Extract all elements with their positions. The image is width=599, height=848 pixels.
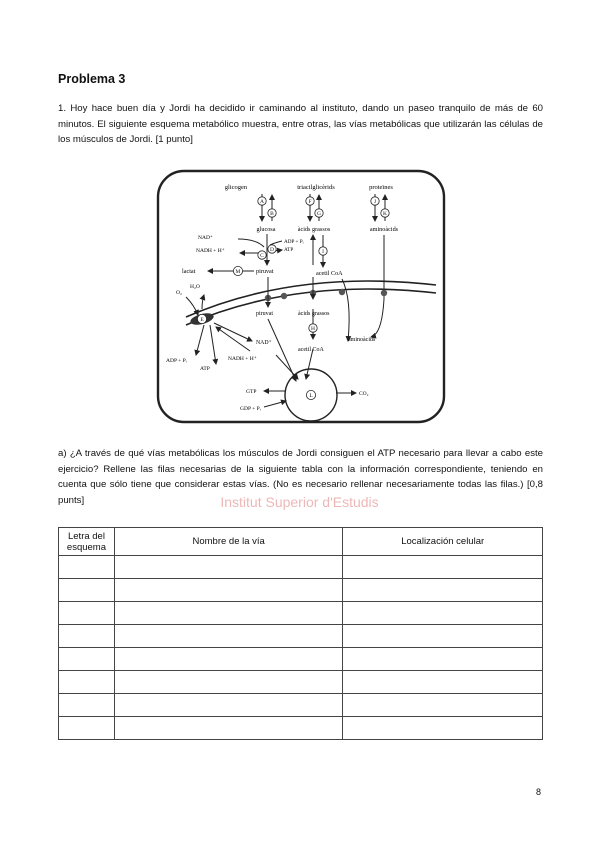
label-piruvat-mito: piruvat [256, 311, 273, 317]
cell-localizacion[interactable] [343, 556, 543, 579]
table-row [59, 602, 543, 625]
letter-H: H [311, 326, 315, 332]
table-row [59, 694, 543, 717]
cell-localizacion[interactable] [343, 671, 543, 694]
letter-L: L [309, 393, 313, 399]
watermark: Institut Superior d'Estudis [220, 494, 379, 510]
letter-M: M [235, 269, 241, 275]
cell-nombre[interactable] [114, 648, 342, 671]
cell-nombre[interactable] [114, 625, 342, 648]
cell-localizacion[interactable] [343, 625, 543, 648]
letter-C: C [260, 253, 264, 259]
cell-nombre[interactable] [114, 694, 342, 717]
letter-B: B [270, 211, 274, 217]
table-row [59, 717, 543, 740]
cell-nombre[interactable] [114, 579, 342, 602]
page-number: 8 [536, 787, 542, 797]
table-row [59, 648, 543, 671]
label-acids-grassos: àcids grassos [297, 226, 331, 233]
cell-letra[interactable] [59, 625, 115, 648]
label-acids-grassos-mito: àcids grassos [298, 311, 330, 317]
letter-G: G [317, 211, 321, 217]
intro-paragraph: 1. Hoy hace buen día y Jordi ha decidido ir caminando al instituto, dando un paseo tranquilo de más de 60 minutos. El siguiente esquema metabólico muestra, entre otras, las vías metabólicas que utilizarán las células de los músculos de Jordi. [1 punto] [58, 103, 543, 145]
label-proteines: proteïnes [369, 184, 393, 191]
label-co2: CO₂ [359, 391, 369, 397]
label-atp-mito: ATP [200, 366, 210, 372]
label-nadh-mito: NADH + H⁺ [228, 356, 257, 362]
label-h2o: H₂O [190, 284, 200, 290]
cell-letra[interactable] [59, 648, 115, 671]
label-triacilglicerids: triacilglicèrids [297, 184, 335, 191]
cell-nombre[interactable] [114, 602, 342, 625]
cell-localizacion[interactable] [343, 717, 543, 740]
cell-localizacion[interactable] [343, 694, 543, 717]
header-localizacion: Localización celular [343, 528, 543, 556]
table-row [59, 625, 543, 648]
label-aminoacids-mito: aminoàcids [348, 337, 376, 343]
label-acetil-coa-top: acetil CoA [316, 270, 343, 277]
table-row [59, 671, 543, 694]
label-nad-top: NAD⁺ [198, 235, 213, 241]
cell-nombre[interactable] [114, 671, 342, 694]
table-row [59, 556, 543, 579]
cell-nombre[interactable] [114, 717, 342, 740]
answer-table [58, 527, 543, 740]
table-header-row [59, 528, 543, 556]
metabolic-diagram [156, 169, 446, 424]
label-nad-mito: NAD⁺ [256, 340, 272, 346]
cell-localizacion[interactable] [343, 648, 543, 671]
cell-localizacion[interactable] [343, 579, 543, 602]
label-adp-top: ADP + Pᵢ [284, 239, 304, 245]
cell-letra[interactable] [59, 671, 115, 694]
label-glicogen: glicogen [224, 184, 248, 191]
label-o2: O₂ [176, 290, 182, 296]
label-acetil-coa-mito: acetil CoA [298, 347, 324, 353]
label-piruvat-top: piruvat [256, 268, 274, 275]
letter-J: J [373, 199, 377, 205]
label-gdp: GDP + Pᵢ [240, 406, 261, 412]
cell-localizacion[interactable] [343, 602, 543, 625]
label-gtp: GTP [246, 389, 257, 395]
label-glucosa: glucosa [256, 226, 276, 233]
header-letra: Letra del esquema [59, 528, 115, 556]
letter-D: D [270, 247, 274, 253]
cell-nombre[interactable] [114, 556, 342, 579]
letter-E: E [200, 317, 204, 323]
cell-letra[interactable] [59, 556, 115, 579]
letter-F: F [308, 199, 312, 205]
label-aminoacids-top: aminoàcids [369, 226, 399, 233]
letter-I: I [322, 249, 324, 255]
label-lactat: lactat [182, 268, 196, 275]
problem-title: Problema 3 [58, 72, 126, 86]
table-row [59, 579, 543, 602]
header-nombre: Nombre de la vía [114, 528, 342, 556]
label-nadh-top: NADH + H⁺ [196, 248, 225, 254]
cell-letra[interactable] [59, 602, 115, 625]
cell-letra[interactable] [59, 579, 115, 602]
label-adp-mito: ADP + Pᵢ [166, 358, 187, 364]
letter-K: K [383, 211, 387, 217]
letter-A: A [260, 199, 264, 205]
question-a: a) ¿A través de qué vías metabólicas los músculos de Jordi consiguen el ATP necesario para llevar a cabo este ejercicio? Rellene las filas necesarias de la siguiente tabla con la información correspondiente, teniendo en cuenta que sólo tiene que considerar estas vías. (No es necesario rellenar necesariamente todas las filas.) [0,8 punts] [58, 448, 543, 506]
cell-letra[interactable] [59, 694, 115, 717]
cell-letra[interactable] [59, 717, 115, 740]
label-atp-top: ATP [284, 247, 294, 253]
